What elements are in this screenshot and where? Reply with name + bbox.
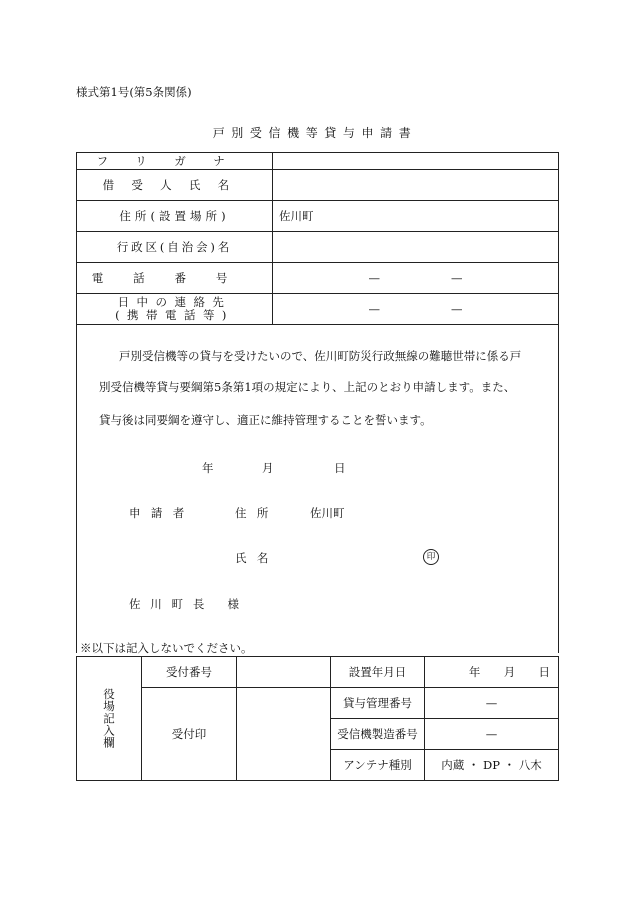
- borrower-name-field[interactable]: [273, 170, 559, 201]
- applicant-address-value: 佐川町: [310, 506, 345, 520]
- install-date-label: 設置年月日: [331, 657, 425, 688]
- table-row: [77, 153, 559, 170]
- office-section-label: [77, 657, 142, 781]
- loan-number-field[interactable]: —: [425, 688, 559, 719]
- seal-icon: 印: [423, 549, 439, 565]
- receipt-number-label: 受付番号: [142, 657, 237, 688]
- daytime-dash: —: [368, 302, 380, 316]
- receipt-number-field[interactable]: [237, 657, 331, 688]
- daytime-contact-line: (携帯電話等): [115, 308, 234, 322]
- date-month-label: 月: [262, 461, 274, 475]
- phone-label: 電話番号: [77, 263, 273, 294]
- receipt-stamp-field[interactable]: [237, 688, 331, 781]
- applicant-info-table: [76, 152, 559, 325]
- table-row: [77, 688, 559, 719]
- district-label: 行政区(自治会)名: [77, 232, 273, 263]
- daytime-contact-field[interactable]: [273, 294, 559, 325]
- paragraph-line: 別受信機等貸与要綱第5条第1項の規定により、上記のとおり申請します。また、: [99, 380, 516, 394]
- applicant-address-label: 住所: [235, 506, 279, 520]
- furigana-field[interactable]: [273, 153, 559, 170]
- loan-number-label: 貸与管理番号: [331, 688, 425, 719]
- table-row: [77, 232, 559, 263]
- daytime-contact-line: 日中の連絡先: [117, 295, 232, 309]
- table-row: [77, 170, 559, 201]
- phone-field[interactable]: [273, 263, 559, 294]
- phone-dash: —: [451, 271, 463, 285]
- office-section-text: 役場記入欄: [102, 688, 116, 749]
- office-use-note: ※以下は記入しないでください。: [80, 641, 253, 655]
- paragraph-line: 戸別受信機等の貸与を受けたいので、佐川町防災行政無線の難聴世帯に係る戸: [119, 349, 522, 363]
- table-row: [77, 201, 559, 232]
- install-date-field[interactable]: [425, 657, 559, 688]
- daytime-dash: —: [451, 302, 463, 316]
- table-row: [77, 294, 559, 325]
- borrower-name-label: 借受人氏名: [77, 170, 273, 201]
- daytime-contact-label: [77, 294, 273, 325]
- office-use-table: [76, 656, 559, 781]
- district-field[interactable]: [273, 232, 559, 263]
- form-number-label: 様式第1号(第5条関係): [76, 85, 192, 99]
- install-day-label: 日: [538, 665, 550, 679]
- install-year-label: 年: [468, 665, 481, 679]
- date-year-label: 年: [202, 461, 214, 475]
- antenna-type-options[interactable]: 内蔵 ・ DP ・ 八木: [425, 750, 559, 781]
- applicant-name-label: 氏名: [235, 551, 279, 565]
- phone-dash: —: [368, 271, 380, 285]
- receipt-stamp-label: 受付印: [142, 688, 237, 781]
- paragraph-line: 貸与後は同要綱を遵守し、適正に維持管理することを誓います。: [99, 413, 432, 427]
- install-month-label: 月: [503, 665, 516, 679]
- antenna-type-label: アンテナ種別: [331, 750, 425, 781]
- serial-number-label: 受信機製造番号: [331, 719, 425, 750]
- date-day-label: 日: [334, 461, 346, 475]
- table-row: [77, 657, 559, 688]
- applicant-label: 申請者: [129, 506, 195, 520]
- document-title: 戸別受信機等貸与申請書: [212, 126, 418, 140]
- address-label: 住所(設置場所): [77, 201, 273, 232]
- address-field[interactable]: 佐川町: [273, 201, 559, 232]
- serial-number-field[interactable]: —: [425, 719, 559, 750]
- furigana-label: フリガナ: [77, 153, 273, 170]
- table-row: [77, 263, 559, 294]
- recipient-label: 佐川町長 様: [129, 597, 249, 611]
